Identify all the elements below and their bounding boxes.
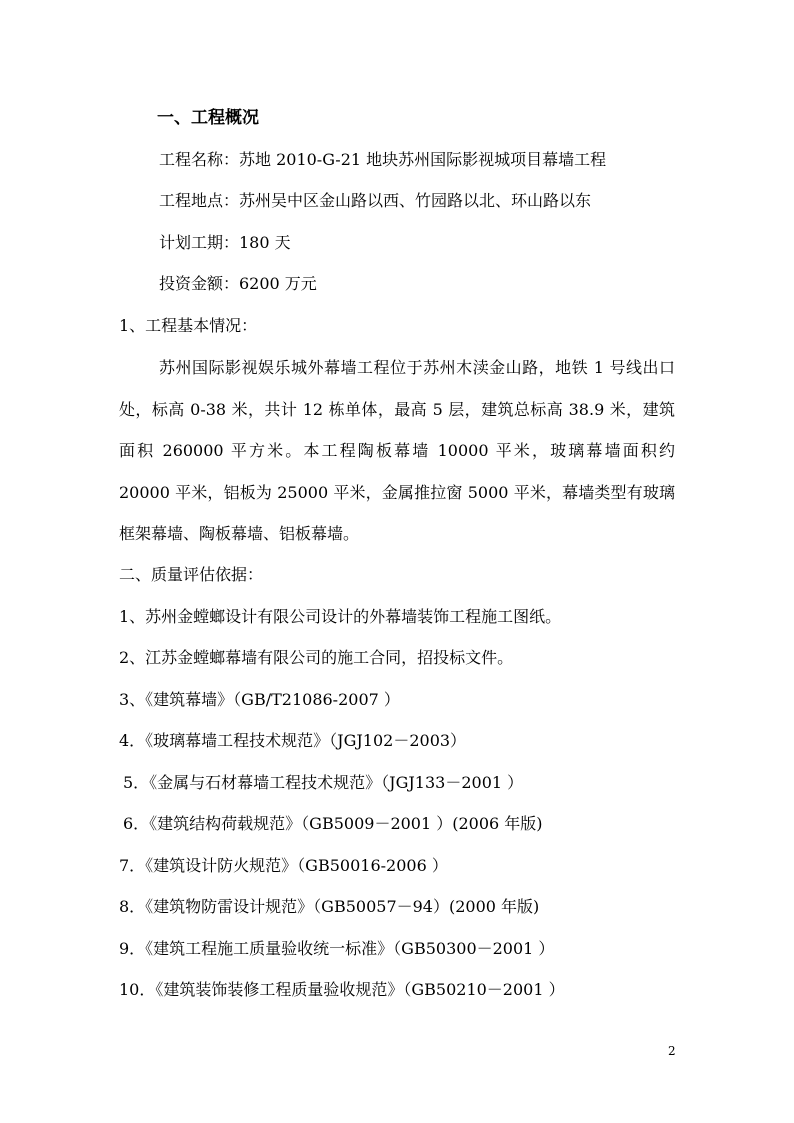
basis-item: 3、《建筑幕墙》（GB/T21086-2007 ）	[119, 690, 400, 709]
basis-item: 5．《金属与石材幕墙工程技术规范》（JGJ133－2001 ）	[123, 773, 524, 792]
section-heading-quality-basis: 二、质量评估依据：	[119, 565, 264, 584]
section-heading-overview: 一、工程概况	[157, 108, 259, 128]
basic-info-paragraph: 苏州国际影视娱乐城外幕墙工程位于苏州木渎金山路，地铁 1 号线出口处，标高 0-38 米，共计 12 栋单体，最高 5 层，建筑总标高 38.9 米，建筑面积 260000 平方米。本工程陶板幕墙 10000 平米，玻璃幕墙面积约 20000 平米，铝板为 25000 平米，金属推拉窗 5000 平米，幕墙类型有玻璃框架幕墙、陶板幕墙、铝板幕墙。	[119, 358, 675, 543]
basis-item: 4．《玻璃幕墙工程技术规范》（JGJ102－2003）	[119, 731, 467, 750]
basis-item: 2、江苏金螳螂幕墙有限公司的施工合同，招投标文件。	[119, 648, 514, 667]
basis-item: 1、苏州金螳螂设计有限公司设计的外幕墙装饰工程施工图纸。	[119, 607, 562, 626]
basis-item: 7．《建筑设计防火规范》（GB50016-2006 ）	[119, 856, 448, 875]
project-name-line: 工程名称：苏地 2010-G-21 地块苏州国际影视城项目幕墙工程	[159, 150, 607, 169]
investment-line: 投资金额：6200 万元	[159, 274, 317, 293]
basis-item: 9．《建筑工程施工质量验收统一标准》（GB50300－2001 ）	[119, 939, 555, 958]
planned-duration-line: 计划工期：180 天	[159, 233, 291, 252]
basic-info-heading: 1、工程基本情况：	[119, 316, 258, 335]
basis-item: 8．《建筑物防雷设计规范》（GB50057－94）(2000 年版)	[119, 897, 540, 916]
basis-item: 6．《建筑结构荷载规范》（GB5009－2001 ）(2006 年版)	[123, 814, 543, 833]
page-number: 2	[668, 1044, 676, 1058]
project-location-line: 工程地点：苏州吴中区金山路以西、竹园路以北、环山路以东	[159, 191, 592, 210]
basis-item: 10．《建筑装饰装修工程质量验收规范》（GB50210－2001 ）	[119, 980, 565, 999]
